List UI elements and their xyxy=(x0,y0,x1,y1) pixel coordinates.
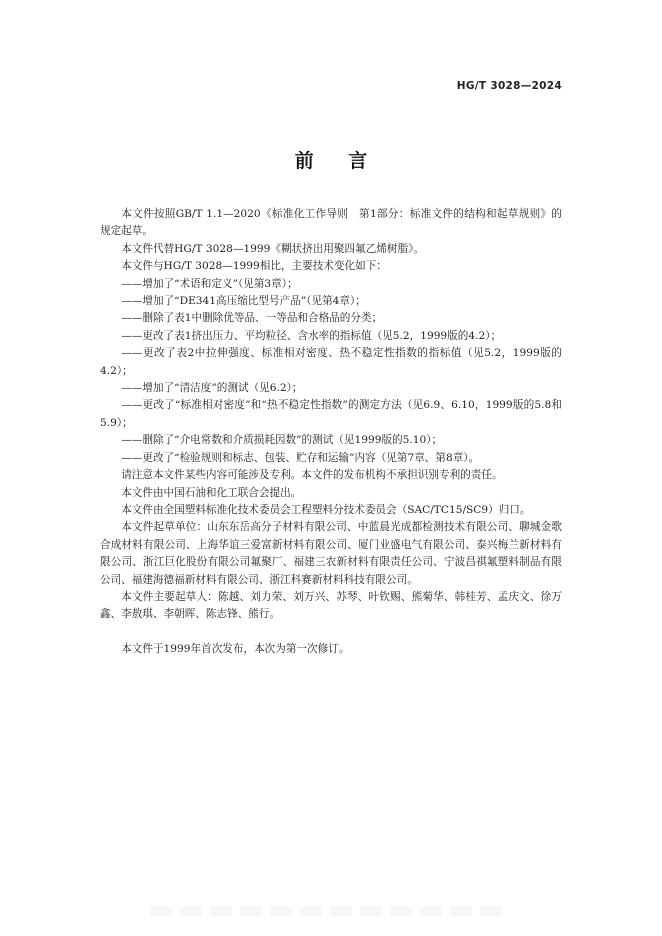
paragraph-changes-intro: 本文件与HG/T 3028—1999相比，主要技术变化如下： xyxy=(121,260,387,273)
change-item: ——更改了“标准相对密度”和“热不稳定性指数”的测定方法（见6.9、6.10，1999版的5.8和5.9）； xyxy=(100,399,562,429)
change-item: ——增加了“清洁度”的测试（见6.2）； xyxy=(121,382,303,395)
page-title: 前 言 xyxy=(294,150,382,172)
change-item: ——更改了表1挤出压力、平均粒径、含水率的指标值（见5.2，1999版的4.2）； xyxy=(121,329,502,342)
faint-footer-watermark xyxy=(150,906,510,916)
paragraph-drafters: 本文件主要起草人：陈越、刘力荣、刘万兴、苏琴、叶钦赐、熊菊华、韩桂芳、孟庆文、徐万鑫、李敖琪、李朝晖、陈志锋、熊行。 xyxy=(100,590,562,621)
paragraph-drafting-units: 本文件起草单位：山东东岳高分子材料有限公司、中蓝晨光成都检测技术有限公司、聊城金歌合成材料有限公司、上海华谊三爱富新材料有限公司、厦门业盛电气有限公司、泰兴梅兰新材料有限公司、浙江巨化股份有限公司氟聚厂、福建三农新材料有限责任公司、宁波昌祺氟塑料制品有限公司、福建海德福新材料有限公司、浙江科赛新材料科技有限公司。 xyxy=(100,521,562,586)
paragraph-replaces: 本文件代替HG/T 3028—1999《糊状挤出用聚四氟乙烯树脂》。 xyxy=(121,242,424,255)
paragraph-drafting-rules: 本文件按照GB/T 1.1—2020《标准化工作导则 第1部分：标准文件的结构和起草规则》的规定起草。 xyxy=(100,208,562,238)
standard-code: HG/T 3028—2024 xyxy=(456,80,562,92)
change-item: ——更改了“检验规则和标志、包装、贮存和运输”内容（见第7章、第8章）。 xyxy=(121,451,480,464)
change-item: ——增加了“DE341高压缩比型号产品”（见第4章）； xyxy=(121,295,366,308)
change-item: ——删除了“介电常数和介质损耗因数”的测试（见1999版的5.10）； xyxy=(121,434,443,447)
change-item: ——增加了“术语和定义”（见第3章）； xyxy=(121,277,298,290)
paragraph-patent-notice: 请注意本文件某些内容可能涉及专利。本文件的发布机构不承担识别专利的责任。 xyxy=(121,469,503,482)
paragraph-committee: 本文件由全国塑料标准化技术委员会工程塑料分技术委员会（SAC/TC15/SC9）归口。 xyxy=(121,503,531,516)
paragraph-proposed-by: 本文件由中国石油和化工联合会提出。 xyxy=(121,486,302,499)
foreword-body xyxy=(100,206,562,658)
change-item: ——删除了表1中删除优等品、一等品和合格品的分类； xyxy=(121,312,383,325)
change-item: ——更改了表2中拉伸强度、标准相对密度、热不稳定性指数的指标值（见5.2，1999版的4.2）； xyxy=(100,347,562,377)
paragraph-first-publication: 本文件于1999年首次发布，本次为第一次修订。 xyxy=(121,642,350,655)
